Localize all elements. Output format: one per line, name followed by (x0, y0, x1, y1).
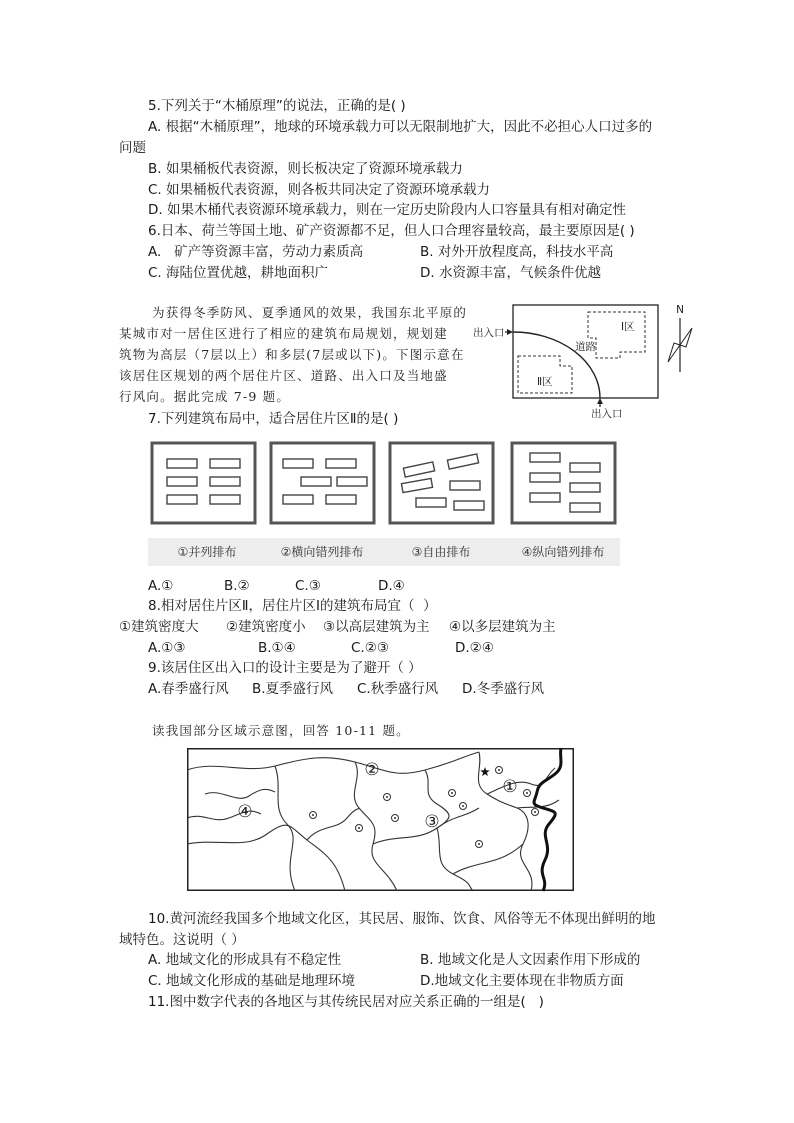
city-dot (498, 769, 500, 771)
q5-stem: 5.下列关于“木桶原理”的说法，正确的是( ) (148, 98, 406, 114)
q8-option-d: D.②④ (455, 640, 494, 656)
q7-option-a: A.① (148, 578, 174, 594)
building-block (167, 477, 197, 486)
q5-option-a-continued: 问题 (119, 140, 146, 156)
q8-stem: 8.相对居住片区Ⅱ，居住片区Ⅰ的建筑布局宜（ ） (148, 598, 437, 614)
building-block (570, 463, 600, 472)
layout-caption: ③自由排布 (411, 545, 471, 559)
q7-option-b: B.② (224, 578, 250, 594)
passage-7-9-line: 某城市对一居住区进行了相应的建筑布局规划，规划建 (119, 326, 448, 341)
region-label-1: ① (502, 777, 518, 797)
site-map-graphic (470, 300, 695, 422)
q8-item: ④以多层建筑为主 (449, 619, 556, 635)
city-dot (526, 792, 528, 794)
passage-10-11: 读我国部分区域示意图，回答 10-11 题。 (152, 723, 410, 738)
q7-stem: 7.下列建筑布局中，适合居住片区Ⅱ的是( ) (148, 411, 399, 427)
city-dot (312, 814, 314, 816)
residential-site-map (470, 300, 695, 422)
building-block (167, 459, 197, 468)
entrance-left-label: 出入口 (473, 327, 505, 339)
q5-option-d: D. 如果木桶代表资源环境承载力，则在一定历史阶段内人口容量具有相对确定性 (148, 202, 626, 218)
q9-stem: 9.该居住区出入口的设计主要是为了避开（ ） (148, 660, 422, 676)
building-block (283, 495, 313, 504)
city-dot (534, 811, 536, 813)
region-map (187, 748, 574, 891)
city-dot (394, 817, 396, 819)
building-block (337, 477, 367, 486)
building-block (570, 483, 600, 492)
q9-option-d: D.冬季盛行风 (462, 681, 545, 697)
q11-stem: 11.图中数字代表的各地区与其传统民居对应关系正确的一组是( ) (148, 994, 544, 1010)
q7-option-d: D.④ (378, 578, 405, 594)
q9-option-a: A.春季盛行风 (148, 681, 229, 697)
q8-option-c: C.②③ (351, 640, 389, 656)
passage-7-9-line: 筑物为高层（7层以上）和多层(7层或以下)。下图示意在 (119, 347, 465, 362)
building-block (450, 481, 480, 490)
q6-option-a: A. 矿产等资源丰富，劳动力素质高 (148, 244, 364, 260)
zone-1-label: Ⅰ区 (621, 321, 635, 333)
layout-caption: ①并列排布 (177, 545, 237, 559)
building-block (530, 493, 560, 502)
city-dot (478, 843, 480, 845)
q9-option-c: C.秋季盛行风 (357, 681, 439, 697)
q9-option-b: B.夏季盛行风 (252, 681, 334, 697)
q8-item: ②建筑密度小 (226, 619, 306, 635)
q6-option-d: D. 水资源丰富，气候条件优越 (420, 265, 601, 281)
building-block (210, 477, 240, 486)
q5-option-b: B. 如果桶板代表资源，则长板决定了资源环境承载力 (148, 161, 463, 177)
building-block (530, 453, 560, 462)
q7-option-c: C.③ (295, 578, 321, 594)
building-block (416, 498, 446, 507)
q8-option-a: A.①③ (148, 640, 186, 656)
building-layout-figure (148, 438, 620, 568)
layout-caption: ②横向错列排布 (280, 545, 364, 559)
layout-diagrams (148, 438, 620, 538)
building-block (283, 459, 313, 468)
wind-direction-icon (680, 328, 692, 347)
building-block (454, 501, 484, 510)
wind-direction-icon (668, 343, 680, 362)
q10-option-c: C. 地域文化形成的基础是地理环境 (148, 973, 356, 989)
entrance-bottom-label: 出入口 (591, 408, 623, 420)
q8-option-b: B.①④ (258, 640, 296, 656)
building-block (570, 503, 600, 512)
passage-7-9-line: 该居住区规划的两个居住片区、道路、出入口及当地盛 (119, 368, 448, 383)
city-dot (386, 796, 388, 798)
zone-2-label: Ⅱ区 (537, 376, 553, 388)
left-entrance-arrow-icon (507, 329, 513, 335)
layout-caption: ④纵向错列排布 (521, 545, 605, 559)
region-label-2: ② (364, 760, 380, 780)
q6-stem: 6.日本、荷兰等国土地、矿产资源都不足，但人口合理容量较高，最主要原因是( ) (148, 223, 635, 239)
building-block (326, 495, 356, 504)
q5-option-c: C. 如果桶板代表资源，则各板共同决定了资源环境承载力 (148, 182, 491, 198)
building-block (210, 495, 240, 504)
bottom-entrance-arrow-icon (597, 398, 603, 404)
building-block (301, 477, 331, 486)
q10-stem: 10.黄河流经我国多个地域文化区，其民居、服饰、饮食、风俗等无不体现出鲜明的地 (148, 911, 656, 927)
q6-option-c: C. 海陆位置优越，耕地面积广 (148, 265, 329, 281)
road-label: 道路 (575, 341, 596, 353)
passage-7-9-line: 为获得冬季防风、夏季通风的效果，我国东北平原的 (152, 305, 468, 320)
q10-stem-continued: 域特色。这说明（ ） (119, 932, 245, 948)
q5-option-a: A. 根据“木桶原理”，地球的环境承载力可以无限制地扩大，因此不必担心人口过多的 (148, 119, 653, 135)
q6-option-b: B. 对外开放程度高，科技水平高 (420, 244, 614, 260)
q10-option-a: A. 地域文化的形成具有不稳定性 (148, 952, 342, 968)
building-block (326, 459, 356, 468)
region-map-graphic (187, 748, 574, 891)
city-dot (451, 792, 453, 794)
passage-7-9-line: 行风向。据此完成 7-9 题。 (119, 389, 291, 404)
q8-item: ①建筑密度大 (119, 619, 199, 635)
building-block (210, 459, 240, 468)
building-block (530, 473, 560, 482)
city-dot (358, 827, 360, 829)
region-label-3: ③ (424, 812, 440, 832)
q10-option-d: D.地域文化主要体现在非物质方面 (420, 973, 624, 989)
building-block (167, 495, 197, 504)
region-label-4: ④ (237, 802, 253, 822)
q10-option-b: B. 地域文化是人文因素作用下形成的 (420, 952, 641, 968)
north-label: N (676, 304, 684, 316)
q8-item: ③以高层建筑为主 (323, 619, 430, 635)
city-dot (462, 805, 464, 807)
